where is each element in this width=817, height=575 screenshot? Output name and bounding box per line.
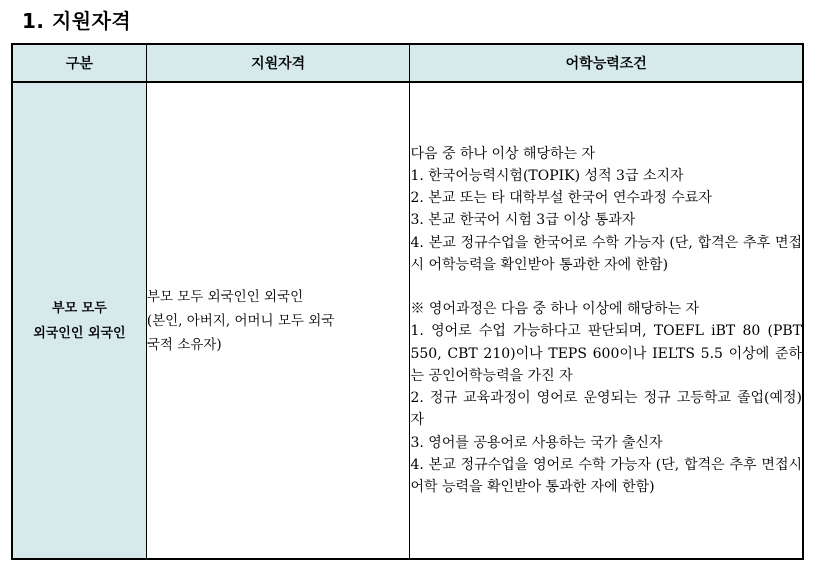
- language-cell: [410, 82, 803, 559]
- language-item: 3. 본교 한국어 시험 3급 이상 통과자: [410, 212, 636, 229]
- english-intro: ※ 영어과정은 다음 중 하나 이상에 해당하는 자: [410, 301, 700, 318]
- category-line: 외국인인 외국인: [33, 325, 126, 341]
- qualification-line: 국적 소유자): [146, 336, 222, 353]
- qualification-line: 부모 모두 외국인인 외국인: [146, 288, 304, 305]
- header-qualification: 지원자격: [146, 44, 410, 82]
- english-item: 1. 영어로 수업 가능하다고 판단되며, TOEFL iBT 80 (PBT 550, CBT 210)이나 TEPS 600이나 IELTS 5.5 이상에 준하는 공인어학능력을 가진 자: [410, 323, 802, 384]
- table-row: [12, 82, 803, 559]
- english-item: 3. 영어를 공용어로 사용하는 국가 출신자: [410, 434, 663, 451]
- section-title: 1. 지원자격: [22, 9, 132, 33]
- english-item: 2. 정규 교육과정이 영어로 운영되는 정규 고등학교 졸업(예정)자: [410, 390, 802, 429]
- language-item: 2. 본교 또는 타 대학부설 한국어 연수과정 수료자: [410, 190, 712, 207]
- qualification-cell: [146, 82, 410, 559]
- language-item: 4. 본교 정규수업을 한국어로 수학 가능자 (단, 합격은 추후 면접시 어학능력을 확인받아 통과한 자에 한함): [410, 234, 802, 273]
- header-category: 구분: [12, 44, 146, 82]
- header-language: 어학능력조건: [410, 44, 803, 82]
- table-header-row: [12, 44, 803, 82]
- language-intro: 다음 중 하나 이상 해당하는 자: [410, 145, 596, 162]
- spacer: [410, 276, 802, 298]
- category-line: 부모 모두: [52, 300, 107, 316]
- qualification-line: (본인, 아버지, 어머니 모두 외국: [146, 312, 335, 329]
- qualification-table: [11, 43, 804, 560]
- language-item: 1. 한국어능력시험(TOPIK) 성적 3급 소지자: [410, 168, 684, 185]
- category-cell: [12, 82, 146, 559]
- english-item: 4. 본교 정규수업을 영어로 수학 가능자 (단, 합격은 추후 면접시 어학 능력을 확인받아 통과한 자에 한함): [410, 456, 802, 495]
